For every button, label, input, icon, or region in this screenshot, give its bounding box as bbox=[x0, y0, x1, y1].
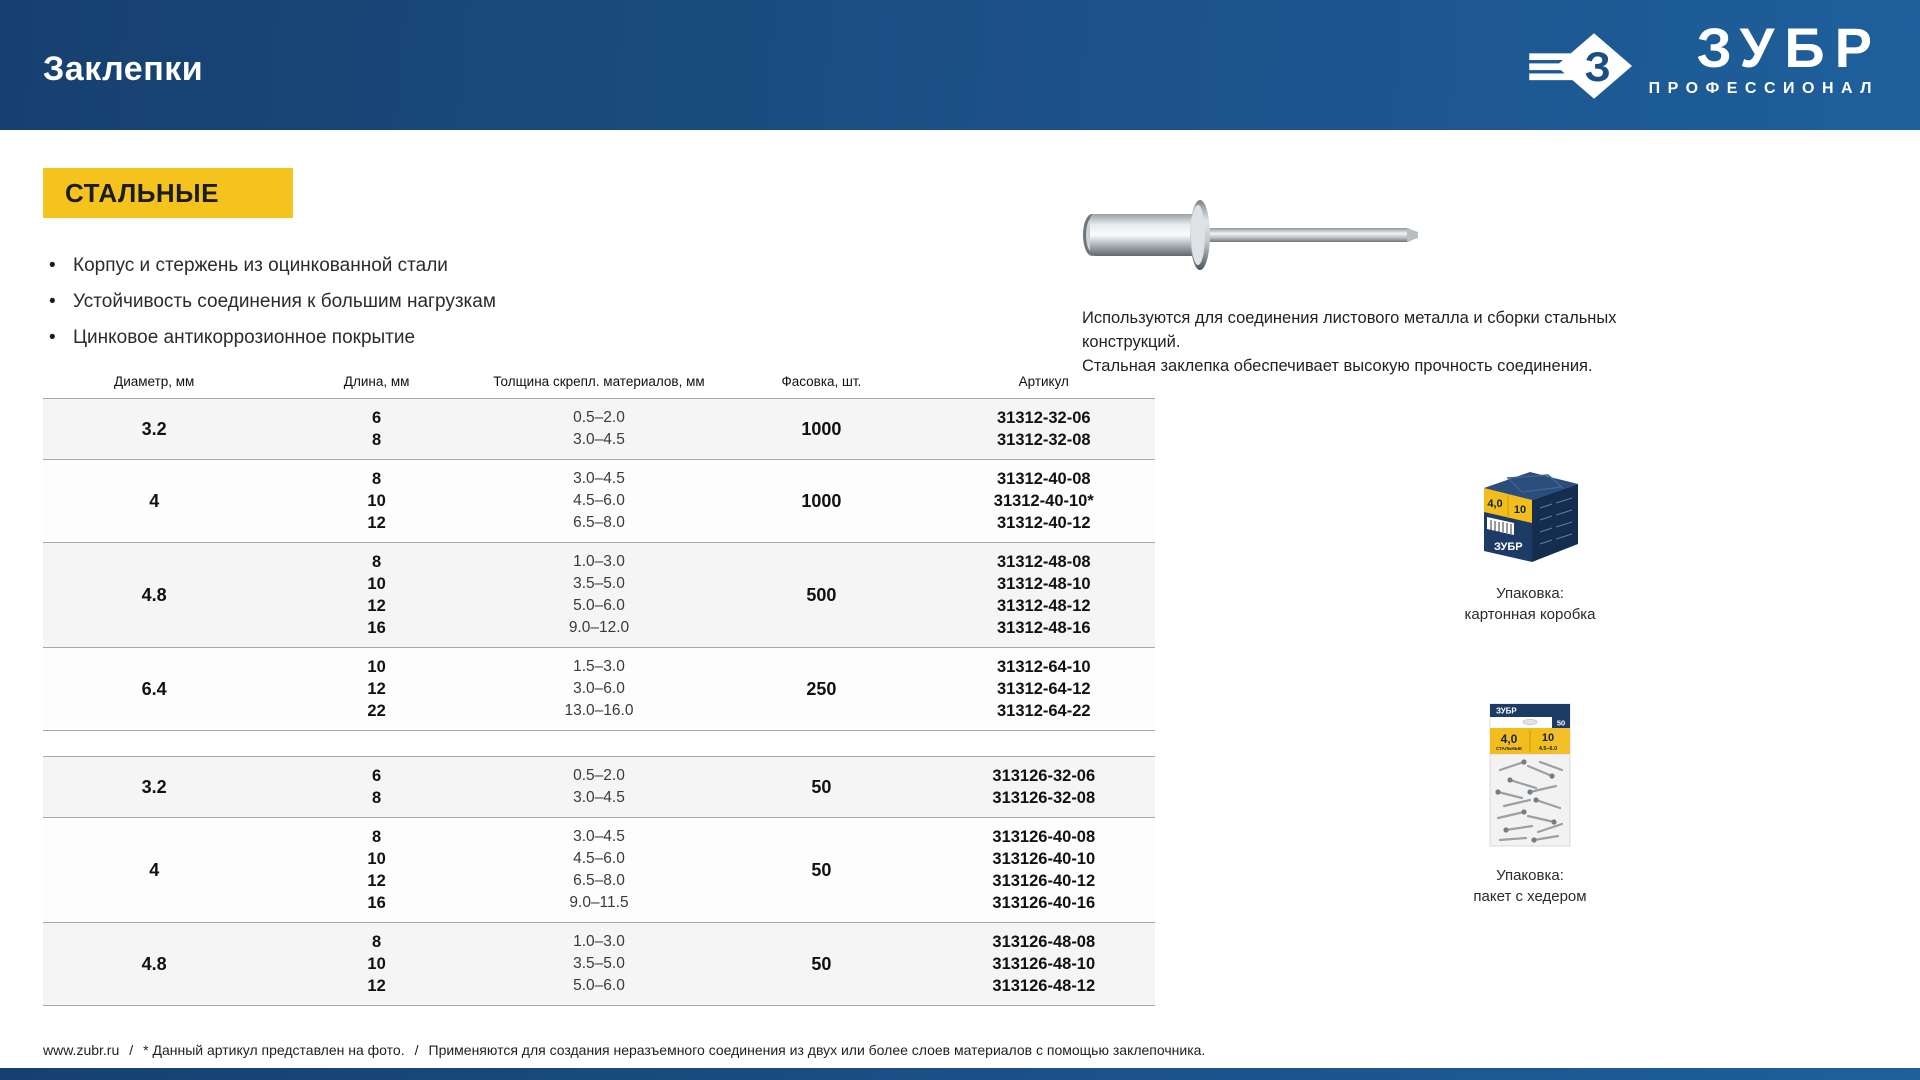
thickness-value: 0.5–2.0 bbox=[573, 767, 625, 784]
rivet-image bbox=[1080, 178, 1425, 293]
length-cell bbox=[265, 551, 487, 639]
thickness-value: 3.0–6.0 bbox=[573, 680, 625, 697]
thickness-value: 5.0–6.0 bbox=[573, 597, 625, 614]
length-cell bbox=[265, 407, 487, 451]
packing-cell: 50 bbox=[811, 776, 832, 797]
page-header bbox=[0, 0, 1920, 130]
svg-text:4,0: 4,0 bbox=[1500, 732, 1518, 746]
article-value: 313126-48-08 bbox=[992, 933, 1096, 951]
article-value: 313126-48-10 bbox=[992, 955, 1096, 973]
package-caption bbox=[1455, 583, 1605, 625]
brand-name: ЗУБР bbox=[1696, 16, 1882, 79]
packing-cell: 1000 bbox=[801, 418, 842, 439]
product-description-line: Стальная заклепка обеспечивает высокую прочность соединения. bbox=[1082, 357, 1593, 375]
article-value: 313126-40-12 bbox=[992, 872, 1096, 890]
feature-item: • Устойчивость соединения к большим нагрузкам bbox=[47, 284, 647, 320]
bag-package-image bbox=[1480, 700, 1580, 850]
thickness-value: 0.5–2.0 bbox=[573, 409, 625, 426]
column-header-packing: Фасовка, шт. bbox=[781, 374, 862, 389]
thickness-cell bbox=[488, 407, 710, 451]
length-value: 10 bbox=[367, 575, 386, 593]
length-value: 8 bbox=[372, 933, 382, 951]
column-header-article: Артикул bbox=[1018, 374, 1069, 389]
article-cell bbox=[933, 826, 1155, 914]
article-value: 31312-40-10* bbox=[993, 492, 1094, 510]
thickness-value: 4.5–6.0 bbox=[573, 492, 625, 509]
footer-note-photo: * Данный артикул представлен на фото. bbox=[143, 1042, 405, 1058]
table-row bbox=[43, 459, 1155, 542]
thickness-value: 3.5–5.0 bbox=[573, 955, 625, 972]
length-value: 10 bbox=[367, 492, 386, 510]
packing-cell: 1000 bbox=[801, 490, 842, 511]
length-cell bbox=[265, 765, 487, 809]
thickness-value: 4.5–6.0 bbox=[573, 850, 625, 867]
thickness-value: 3.0–4.5 bbox=[573, 789, 625, 806]
thickness-value: 1.0–3.0 bbox=[573, 933, 625, 950]
thickness-value: 6.5–8.0 bbox=[573, 872, 625, 889]
thickness-cell bbox=[488, 826, 710, 914]
article-value: 313126-40-16 bbox=[992, 894, 1096, 912]
bottom-accent-bar bbox=[0, 1068, 1920, 1080]
site-url-link[interactable]: www.zubr.ru bbox=[43, 1042, 120, 1058]
diameter-cell: 6.4 bbox=[141, 678, 167, 699]
thickness-cell bbox=[488, 656, 710, 722]
thickness-value: 5.0–6.0 bbox=[573, 977, 625, 994]
article-value: 313126-40-10 bbox=[992, 850, 1096, 868]
length-value: 8 bbox=[372, 553, 382, 571]
article-value: 31312-40-08 bbox=[997, 470, 1091, 488]
thickness-value: 13.0–16.0 bbox=[564, 702, 634, 719]
length-value: 10 bbox=[367, 955, 386, 973]
column-header-length: Длина, мм bbox=[343, 374, 410, 389]
length-value: 8 bbox=[372, 789, 382, 807]
brand-subtitle: ПРОФЕССИОНАЛ bbox=[1648, 80, 1879, 97]
table-header-row bbox=[43, 350, 1155, 398]
length-value: 12 bbox=[367, 514, 386, 532]
thickness-value: 3.0–4.5 bbox=[573, 431, 625, 448]
thickness-value: 1.5–3.0 bbox=[573, 658, 625, 675]
table-row bbox=[43, 542, 1155, 647]
table-row bbox=[43, 647, 1155, 730]
diameter-cell: 3.2 bbox=[141, 776, 167, 797]
length-cell bbox=[265, 656, 487, 722]
thickness-value: 3.5–5.0 bbox=[573, 575, 625, 592]
thickness-value: 6.5–8.0 bbox=[573, 514, 625, 531]
category-badge: СТАЛЬНЫЕ bbox=[43, 168, 293, 218]
footer-separator: / bbox=[414, 1042, 419, 1058]
brand-diamond-icon bbox=[1527, 18, 1635, 114]
article-cell bbox=[933, 656, 1155, 722]
length-value: 12 bbox=[367, 872, 386, 890]
table-row bbox=[43, 922, 1155, 1005]
packing-cell: 250 bbox=[806, 678, 837, 699]
article-value: 31312-48-08 bbox=[997, 553, 1091, 571]
column-header-thickness: Толщина скрепл. материалов, мм bbox=[493, 374, 705, 389]
svg-text:З: З bbox=[1584, 42, 1611, 90]
length-cell bbox=[265, 931, 487, 997]
package-caption-line: Упаковка: bbox=[1496, 585, 1564, 602]
article-value: 313126-32-08 bbox=[992, 789, 1096, 807]
length-value: 6 bbox=[372, 767, 382, 785]
thickness-value: 9.0–12.0 bbox=[568, 619, 630, 636]
article-value: 31312-40-12 bbox=[997, 514, 1091, 532]
feature-list bbox=[47, 248, 647, 356]
article-cell bbox=[933, 931, 1155, 997]
article-value: 31312-32-06 bbox=[997, 409, 1091, 427]
table-row bbox=[43, 756, 1155, 817]
thickness-value: 3.0–4.5 bbox=[573, 828, 625, 845]
article-value: 313126-48-12 bbox=[992, 977, 1096, 995]
spec-table bbox=[43, 350, 1155, 1006]
packing-cell: 50 bbox=[811, 953, 832, 974]
thickness-cell bbox=[488, 551, 710, 639]
diameter-cell: 4 bbox=[149, 859, 160, 880]
article-value: 31312-48-12 bbox=[997, 597, 1091, 615]
diameter-cell: 3.2 bbox=[141, 418, 167, 439]
article-value: 313126-40-08 bbox=[992, 828, 1096, 846]
diameter-cell: 4.8 bbox=[141, 584, 167, 605]
brand-logo bbox=[1527, 16, 1882, 114]
svg-text:10: 10 bbox=[1513, 504, 1527, 516]
product-description-line: Используются для соединения листового металла и сборки стальных конструкций. bbox=[1082, 309, 1617, 351]
footer-note-usage: Применяются для создания неразъемного соединения из двух или более слоев материалов с помощью заклепочника. bbox=[428, 1042, 1206, 1058]
thickness-cell bbox=[488, 468, 710, 534]
svg-text:4.5–6.0: 4.5–6.0 bbox=[1538, 746, 1558, 752]
table-row bbox=[43, 817, 1155, 922]
footer bbox=[43, 1042, 1873, 1058]
thickness-cell bbox=[488, 765, 710, 809]
article-value: 31312-48-10 bbox=[997, 575, 1091, 593]
length-value: 8 bbox=[372, 470, 382, 488]
package-carton bbox=[1455, 462, 1605, 625]
length-value: 16 bbox=[367, 894, 386, 912]
footer-separator: / bbox=[129, 1042, 134, 1058]
length-value: 6 bbox=[372, 409, 382, 427]
column-header-diameter: Диаметр, мм bbox=[114, 374, 195, 389]
length-value: 10 bbox=[367, 850, 386, 868]
article-cell bbox=[933, 468, 1155, 534]
length-cell bbox=[265, 826, 487, 914]
brand-text bbox=[1648, 16, 1882, 98]
length-value: 22 bbox=[367, 702, 386, 720]
table-block-bulk bbox=[43, 398, 1155, 731]
diameter-cell: 4.8 bbox=[141, 953, 167, 974]
svg-text:ЗУБР: ЗУБР bbox=[1494, 541, 1523, 553]
length-value: 16 bbox=[367, 619, 386, 637]
svg-text:10: 10 bbox=[1541, 732, 1555, 744]
package-caption-line: Упаковка: bbox=[1496, 867, 1564, 884]
package-caption bbox=[1455, 865, 1605, 907]
svg-text:4,0: 4,0 bbox=[1487, 498, 1503, 510]
length-value: 8 bbox=[372, 431, 382, 449]
article-cell bbox=[933, 765, 1155, 809]
product-description bbox=[1082, 306, 1642, 378]
product-visual bbox=[1080, 178, 1660, 298]
svg-text:ЗУБР: ЗУБР bbox=[1496, 706, 1517, 716]
thickness-cell bbox=[488, 931, 710, 997]
article-value: 31312-64-12 bbox=[997, 680, 1091, 698]
table-row bbox=[43, 398, 1155, 459]
table-block-retail bbox=[43, 756, 1155, 1006]
packing-cell: 50 bbox=[811, 859, 832, 880]
packing-cell: 500 bbox=[806, 584, 837, 605]
feature-item: • Цинковое антикоррозионное покрытие bbox=[47, 320, 647, 356]
page-title: Заклепки bbox=[43, 50, 204, 88]
article-value: 31312-32-08 bbox=[997, 431, 1091, 449]
box-package-image bbox=[1474, 462, 1586, 568]
thickness-value: 9.0–11.5 bbox=[569, 894, 629, 911]
package-caption-line: пакет с хедером bbox=[1473, 888, 1587, 905]
article-cell bbox=[933, 551, 1155, 639]
length-value: 12 bbox=[367, 977, 386, 995]
length-cell bbox=[265, 468, 487, 534]
svg-text:СТАЛЬНЫЕ: СТАЛЬНЫЕ bbox=[1496, 746, 1522, 751]
length-value: 10 bbox=[367, 658, 386, 676]
package-caption-line: картонная коробка bbox=[1464, 606, 1596, 623]
article-value: 31312-48-16 bbox=[997, 619, 1091, 637]
article-cell bbox=[933, 407, 1155, 451]
diameter-cell: 4 bbox=[149, 490, 160, 511]
thickness-value: 3.0–4.5 bbox=[573, 470, 625, 487]
article-value: 313126-32-06 bbox=[992, 767, 1096, 785]
svg-text:50: 50 bbox=[1556, 718, 1566, 728]
length-value: 8 bbox=[372, 828, 382, 846]
package-bag bbox=[1455, 700, 1605, 907]
length-value: 12 bbox=[367, 680, 386, 698]
length-value: 12 bbox=[367, 597, 386, 615]
feature-item: • Корпус и стержень из оцинкованной стали bbox=[47, 248, 647, 284]
article-value: 31312-64-10 bbox=[997, 658, 1091, 676]
thickness-value: 1.0–3.0 bbox=[573, 553, 625, 570]
article-value: 31312-64-22 bbox=[997, 702, 1091, 720]
